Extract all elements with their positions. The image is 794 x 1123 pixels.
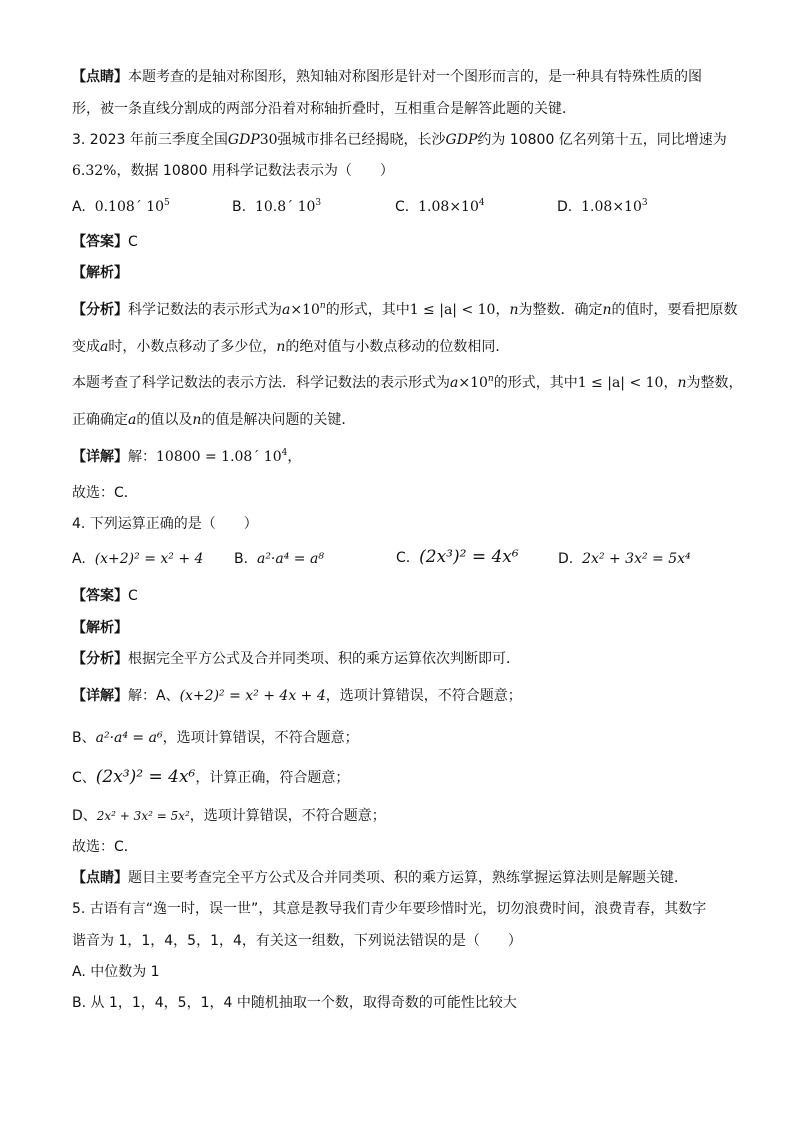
question-3-option-a: A. 0.108´ $10^5$	[72, 198, 170, 215]
question-4-option-d: D. 2x² + 3x² = 5x⁴	[558, 551, 691, 567]
detail-3: 【详解】解：10800 = 1.08´ $10^4$，	[72, 448, 302, 465]
analysis-3-heading: 【解析】	[72, 265, 128, 281]
analysis-3-line-1: 【分析】科学记数法的表示形式为$a\times 10^n$的形式，其中1 ≤ |a| < 10，n为整数．确定n的值时，要看把原数	[72, 301, 738, 318]
answer-4: 【答案】C	[72, 588, 138, 604]
remark-4: 【点睛】题目主要考查完全平方公式及合并同类项、积的乘方运算，熟练掌握运算法则是解题关键．	[72, 870, 688, 886]
detail-4-b: B、a²·a⁴ = a⁶，选项计算错误，不符合题意；	[72, 730, 359, 746]
question-5-option-a: A. 中位数为 1	[72, 964, 160, 980]
summary-3-line-2: 正确确定a的值以及n的值是解决问题的关键．	[72, 412, 356, 428]
remark-tag: 【点睛】	[72, 69, 128, 85]
remark-line-1: 【点睛】本题考查的是轴对称图形，熟知轴对称图形是针对一个图形而言的，是一种具有特殊性质的图	[72, 69, 702, 85]
detail-4-a: 【详解】解：A、(x+2)² = x² + 4x + 4，选项计算错误，不符合题意；	[72, 688, 522, 704]
question-3-option-d: D. $1.08\times 10^3$	[557, 198, 648, 215]
question-4-option-c: C. (2x³)² = 4x⁶	[396, 547, 519, 567]
question-3-option-b: B. 10.8´ $10^3$	[232, 198, 322, 215]
question-4-option-a: A. (x+2)² = x² + 4	[72, 551, 204, 567]
answer-3: 【答案】C	[72, 234, 138, 250]
analysis-3-line-2: 变成a时，小数点移动了多少位，n的绝对值与小数点移动的位数相同．	[72, 339, 510, 355]
choice-3: 故选：C．	[72, 485, 138, 501]
choice-4: 故选：C．	[72, 839, 138, 855]
analysis-4-heading: 【解析】	[72, 620, 128, 636]
question-3-line-1: 3. 2023 年前三季度全国GDP30强城市排名已经揭晓，长沙GDP约为 10800 亿名列第十五，同比增速为	[72, 132, 727, 148]
analysis-4: 【分析】根据完全平方公式及合并同类项、积的乘方运算依次判断即可．	[72, 651, 520, 667]
question-3-line-2: 6.32%，数据 10800 用科学记数法表示为（ ）	[72, 163, 394, 179]
question-5-line-2: 谐音为 1，1，4，5，1，4，有关这一组数，下列说法错误的是（ ）	[72, 933, 522, 949]
question-5-option-b: B. 从 1，1，4，5，1，4 中随机抽取一个数，取得奇数的可能性比较大	[72, 995, 517, 1011]
remark-line-2: 形，被一条直线分割成的两部分沿着对称轴折叠时，互相重合是解答此题的关键．	[72, 101, 576, 117]
summary-3-line-1: 本题考查了科学记数法的表示方法．科学记数法的表示形式为$a\times 10^n$的形式，其中1 ≤ |a| < 10，n为整数，	[72, 374, 743, 391]
question-3-option-c: C. $1.08\times 10^4$	[395, 198, 485, 215]
question-4-option-b: B. a²·a⁴ = a⁸	[234, 551, 324, 567]
question-4-stem: 4. 下列运算正确的是（ ）	[72, 516, 258, 532]
question-5-line-1: 5. 古语有言“逸一时，误一世”，其意是教导我们青少年要珍惜时光，切勿浪费时间，浪费青春，其数字	[72, 901, 707, 917]
detail-4-c: C、(2x³)² = 4x⁶，计算正确，符合题意；	[72, 767, 350, 787]
detail-4-d: D、2x² + 3x² = 5x²，选项计算错误，不符合题意；	[72, 808, 386, 824]
